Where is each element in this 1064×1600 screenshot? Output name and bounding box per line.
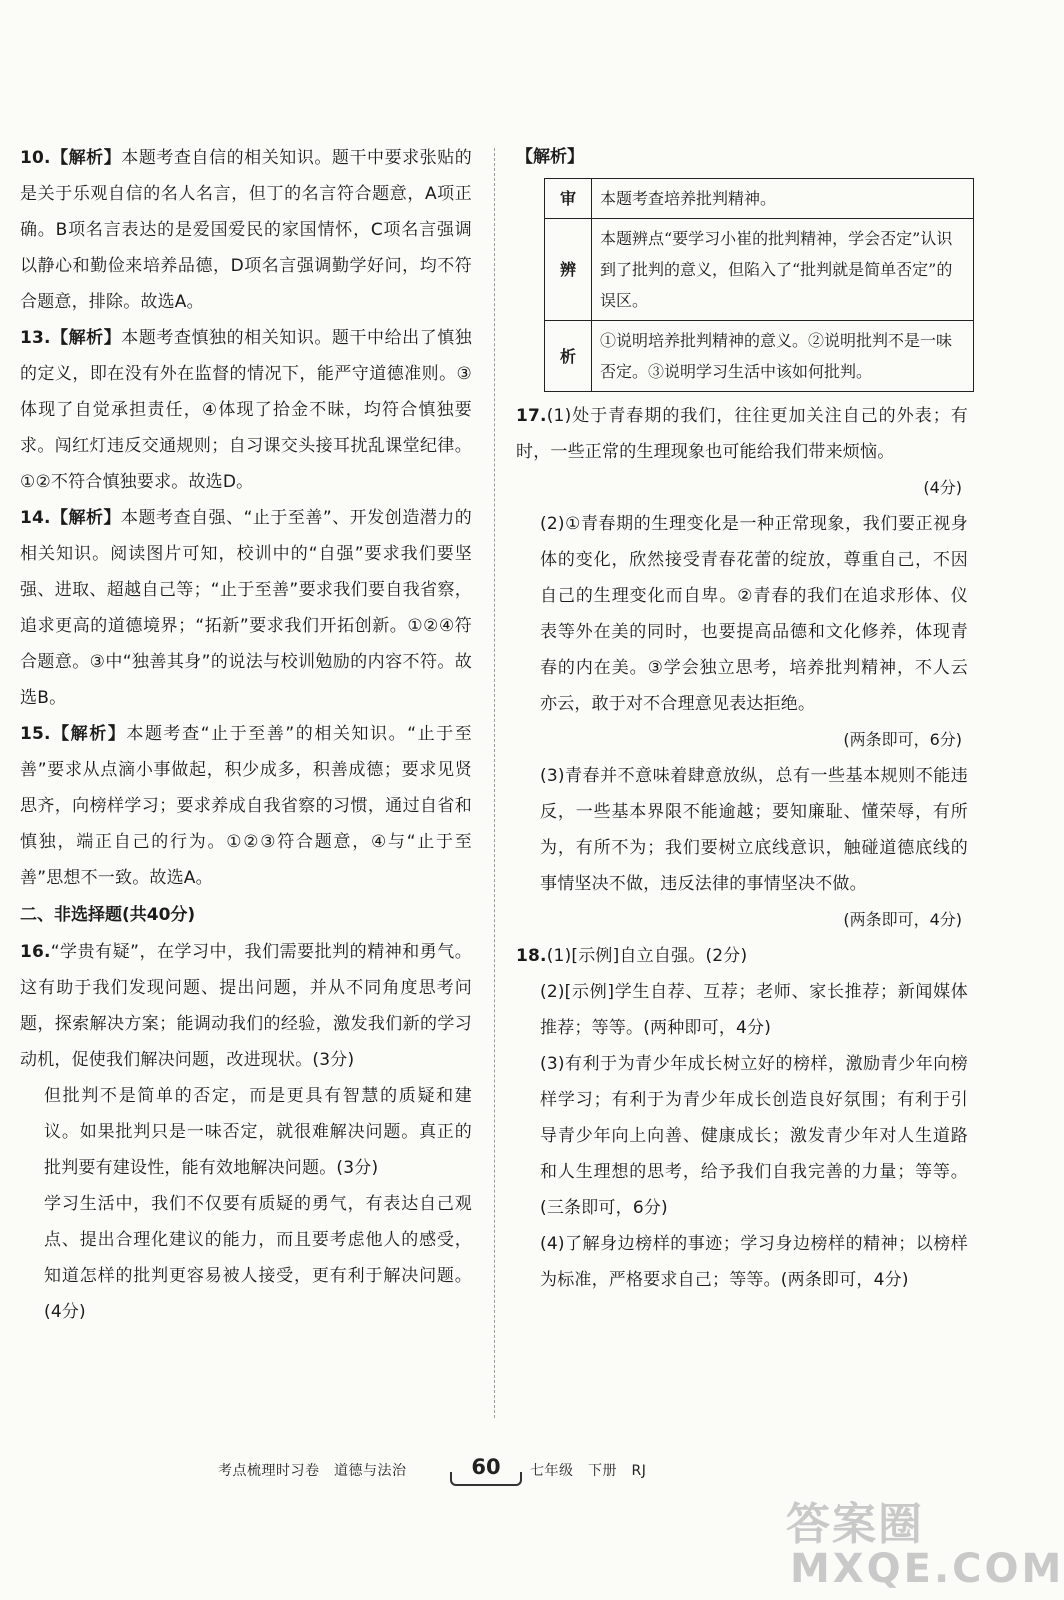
row-text: 本题考查培养批判精神。: [592, 179, 974, 219]
table-row: [545, 179, 974, 219]
analysis-tag: 【解析】: [50, 508, 122, 528]
answer-q17-part1: [516, 398, 968, 470]
table-row: [545, 219, 974, 321]
answer-text: 本题考查自信的相关知识。题干中要求张贴的是关于乐观自信的名人名言，但丁的名言符合题意，A项正确。B项名言表达的是爱国爱民的家国情怀，C项名言强调以静心和勤俭来培养品德，D项名言强调勤学好问，均不符合题意，排除。故选A。: [20, 148, 473, 312]
answer-q17-part3: (3)青春并不意味着肆意放纵，总有一些基本规则不能违反，一些基本界限不能逾越；要知廉耻、懂荣辱，有所为，有所不为；我们要树立底线意识，触碰道德底线的事情坚决不做，违反法律的事情坚决不做。: [540, 766, 968, 894]
question-number: 13.: [20, 328, 51, 348]
left-column: [20, 140, 472, 1330]
row-key: 审: [545, 179, 592, 219]
score-note: (两条即可，6分): [843, 730, 962, 749]
table-row: [545, 321, 974, 392]
score-note: (两条即可，4分): [843, 910, 962, 929]
question-number: 18.: [516, 946, 547, 966]
answer-text: 本题考查慎独的相关知识。题干中给出了慎独的定义，即在没有外在监督的情况下，能严守道德准则。③体现了自觉承担责任，④体现了拾金不昧，均符合慎独要求。闯红灯违反交通规则；自习课交头接耳扰乱课堂纪律。①②不符合慎独要求。故选D。: [20, 328, 473, 492]
analysis-table: [544, 178, 974, 392]
answer-q18-part3: (3)有利于为青少年成长树立好的榜样，激励青少年向榜样学习；有利于为青少年成长创造良好氛围；有利于引导青少年向上向善、健康成长；激发青少年对人生道路和人生理想的思考，给予我们自我完善的力量；等等。(三条即可，6分): [540, 1054, 968, 1218]
question-number: 10.: [20, 148, 51, 168]
right-column: [516, 140, 968, 1298]
answer-q13: [20, 320, 472, 500]
answer-text: 本题考查“止于至善”的相关知识。“止于至善”要求从点滴小事做起，积少成多，积善成德；要求见贤思齐，向榜样学习；要求养成自我省察的习惯，通过自省和慎独，端正自己的行为。①②③符合题意，④与“止于至善”思想不一致。故选A。: [20, 724, 472, 888]
page-number: 60: [458, 1452, 514, 1486]
answer-q16-part1: [20, 934, 472, 1078]
answer-text: 本题考查自强、“止于至善”、开发创造潜力的相关知识。阅读图片可知，校训中的“自强”要求我们要坚强、进取、超越自己等；“止于至善”要求我们要自我省察，追求更高的道德境界；“拓新”要求我们开拓创新。①②④符合题意。③中“独善其身”的说法与校训勉励的内容不符。故选B。: [20, 508, 472, 708]
answer-q18-part1: [516, 938, 968, 974]
answer-q18-part2: (2)[示例]学生自荐、互荐；老师、家长推荐；新闻媒体推荐；等等。(两种即可，4分): [540, 982, 968, 1038]
score-note: (4分): [923, 478, 962, 497]
analysis-tag: 【解析】: [50, 148, 122, 168]
answer-q15: [20, 716, 472, 896]
column-divider: [494, 148, 495, 1418]
analysis-tag: 【解析】: [50, 328, 122, 348]
section-title: 二、非选择题(共40分): [20, 905, 196, 925]
answer-q10: [20, 140, 472, 320]
answer-q18-part4: (4)了解身边榜样的事迹；学习身边榜样的精神；以榜样为标准，严格要求自己；等等。(两条即可，4分): [540, 1234, 968, 1290]
answer-q16-part3: 学习生活中，我们不仅要有质疑的勇气，有表达自己观点、提出合理化建议的能力，而且要考虑他人的感受，知道怎样的批判更容易被人接受，更有利于解决问题。(4分): [44, 1194, 472, 1322]
question-number: 14.: [20, 508, 51, 528]
answer-q16-part2: 但批判不是简单的否定，而是更具有智慧的质疑和建议。如果批判只是一味否定，就很难解决问题。真正的批判要有建设性，能有效地解决问题。(3分): [44, 1086, 472, 1178]
row-key: 辨: [545, 219, 592, 321]
analysis-tag: 【解析】: [50, 724, 127, 744]
question-number: 17.: [516, 406, 547, 426]
row-key: 析: [545, 321, 592, 392]
answer-q17-part2: (2)①青春期的生理变化是一种正常现象，我们要正视身体的变化，欣然接受青春花蕾的绽放，尊重自己，不因自己的生理变化而自卑。②青春的我们在追求形体、仪表等外在美的同时，也要提高品德和文化修养，体现青春的内在美。③学会独立思考，培养批判精神，不人云亦云，敢于对不合理意见表达拒绝。: [540, 514, 968, 714]
book-title: 考点梳理时习卷 道德与法治: [218, 1463, 407, 1479]
question-number: 16.: [20, 942, 51, 962]
watermark-logo: [770, 1488, 1064, 1598]
grade-info: 七年级 下册 RJ: [530, 1463, 647, 1479]
answer-text: (1)处于青春期的我们，往往更加关注自己的外表；有时，一些正常的生理现象也可能给我们带来烦恼。: [516, 406, 968, 462]
row-text: 本题辨点“要学习小崔的批判精神，学会否定”认识到了批判的意义，但陷入了“批判就是简单否定”的误区。: [592, 219, 974, 321]
row-text: ①说明培养批判精神的意义。②说明批判不是一味否定。③说明学习生活中该如何批判。: [592, 321, 974, 392]
watermark-url: MXQE.COM: [790, 1546, 1064, 1592]
analysis-heading: 【解析】: [516, 147, 584, 167]
answer-text: “学贵有疑”，在学习中，我们需要批判的精神和勇气。这有助于我们发现问题、提出问题，并从不同角度思考问题，探索解决方案；能调动我们的经验，激发我们新的学习动机，促使我们解决问题，改进现状。(3分): [20, 942, 472, 1070]
question-number: 15.: [20, 724, 51, 744]
watermark-text: 答案圈: [786, 1499, 924, 1550]
answer-q14: [20, 500, 472, 716]
answer-text: (1)[示例]自立自强。(2分): [546, 946, 748, 966]
page-footer: [0, 1452, 996, 1488]
